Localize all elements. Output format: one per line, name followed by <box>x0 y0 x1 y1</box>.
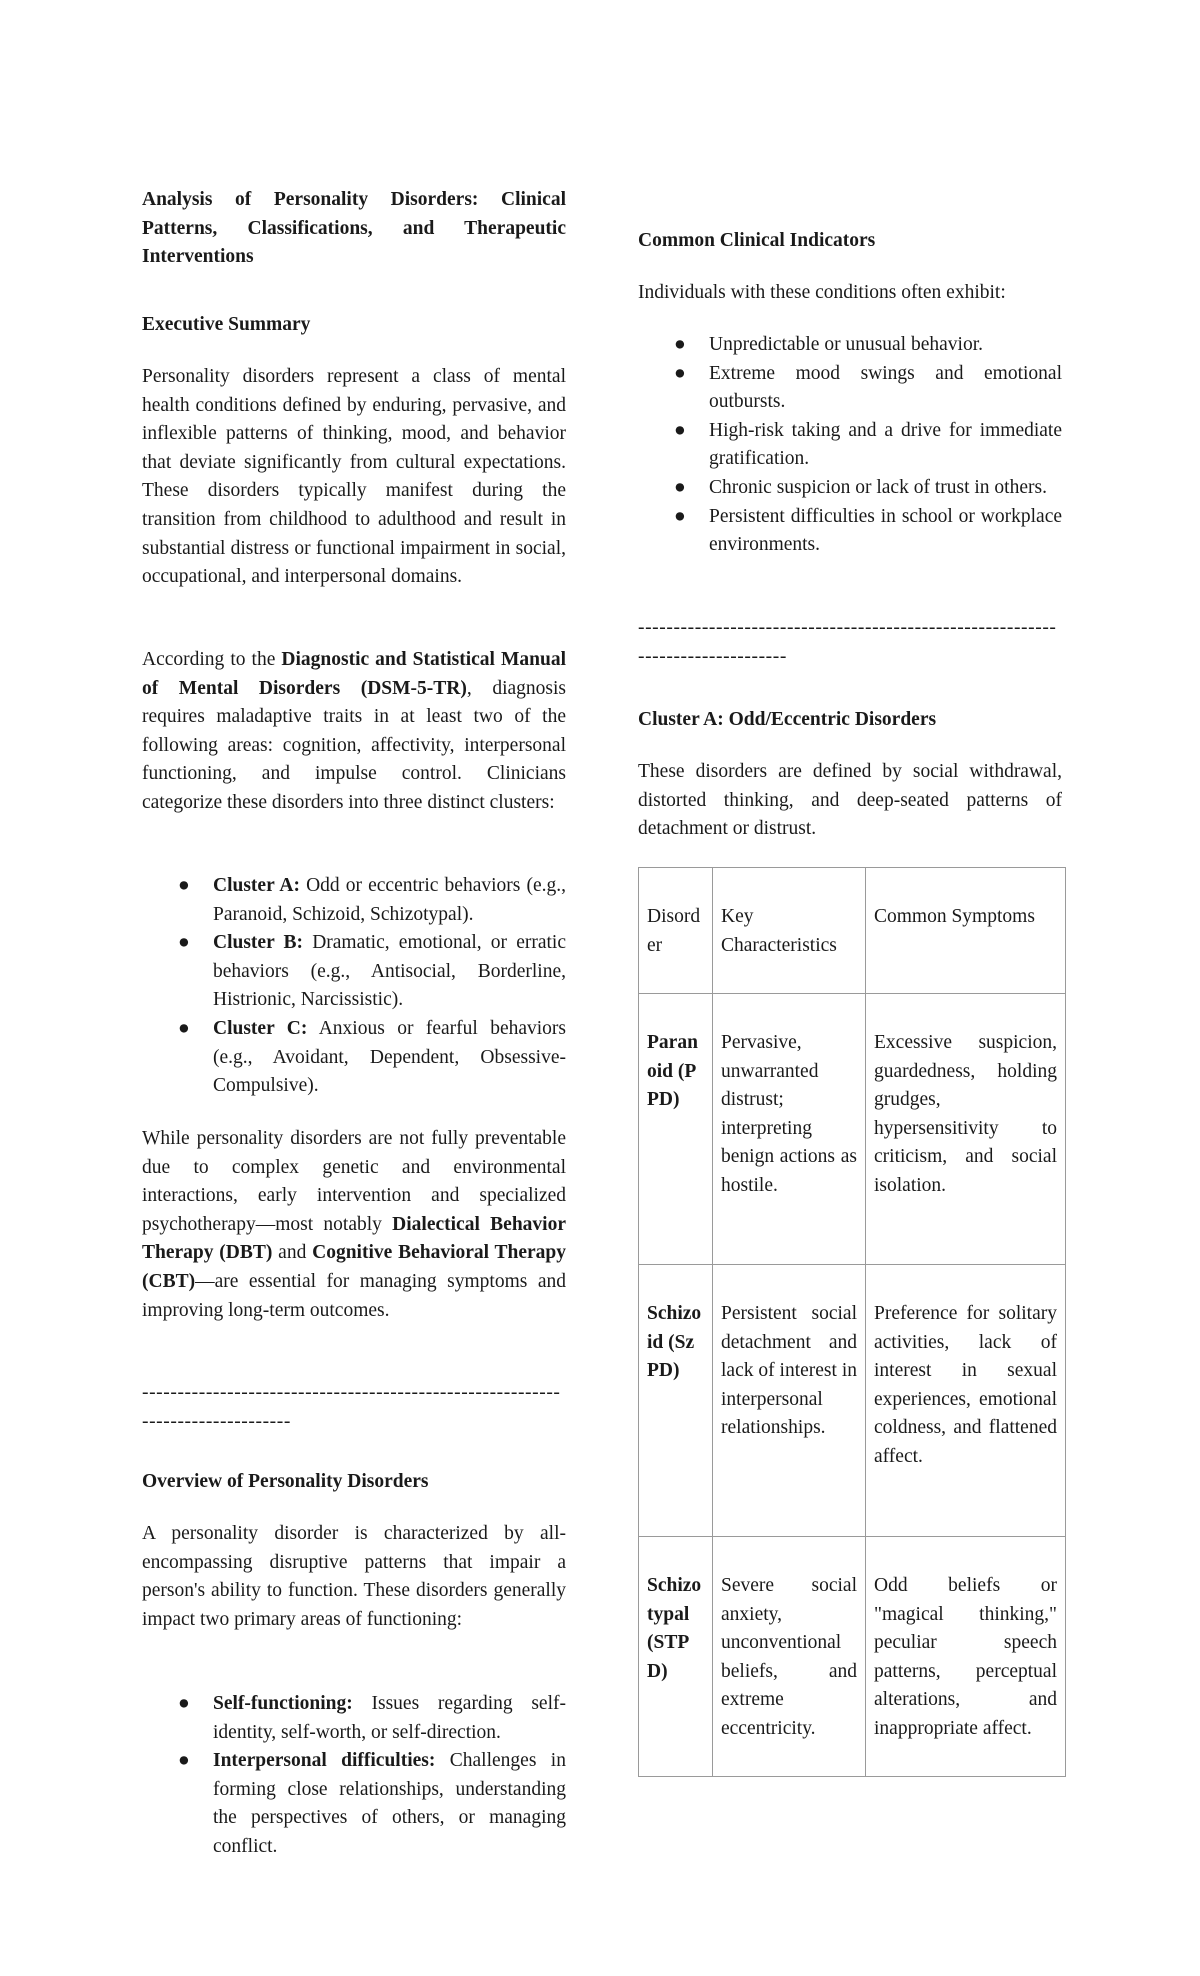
key-characteristics: Persistent social detachment and lack of interest in interpersonal relationships. <box>713 1265 866 1537</box>
cluster-a-table <box>638 867 1066 1777</box>
common-symptoms: Preference for solitary activities, lack of interest in sexual experiences, emotional coldness, and flattened affect. <box>866 1265 1066 1537</box>
indicator-text: Extreme mood swings and emotional outbursts. <box>709 362 1062 413</box>
list-item <box>142 1015 566 1101</box>
indicators-intro: Individuals with these conditions often exhibit: <box>638 282 1006 303</box>
bullet-icon: ● <box>674 505 686 527</box>
list-item <box>142 872 566 929</box>
dbt-term: Dialectical Behavior Therapy (DBT) <box>142 1213 566 1264</box>
cluster-a-intro: These disorders are defined by social withdrawal, distorted thinking, and deep-seated patterns of detachment or distrust. <box>638 761 1062 840</box>
list-item <box>638 360 1062 417</box>
area-label: Interpersonal difficulties: <box>213 1750 436 1772</box>
list-item <box>638 474 1062 503</box>
indicators-heading: Common Clinical Indicators <box>638 230 876 251</box>
list-item <box>142 1690 566 1747</box>
list-item <box>142 1747 566 1861</box>
area-text: Issues regarding self-identity, self-worth, or self-direction. <box>213 1693 566 1743</box>
bullet-icon: ● <box>178 1693 190 1714</box>
column-header: Disorder <box>639 868 713 994</box>
area-label: Self-functioning: <box>213 1693 353 1714</box>
section-divider: -------------------------------------------------------------------------------- <box>142 1382 561 1432</box>
indicator-text: Persistent difficulties in school or workplace environments. <box>709 505 1062 556</box>
table-row <box>639 1537 1066 1777</box>
disorder-name: Schizotypal (STPD) <box>639 1537 713 1777</box>
bullet-icon: ● <box>674 476 686 498</box>
list-item <box>638 331 1062 360</box>
cluster-text: Dramatic, emotional, or erratic behaviors (e.g., Antisocial, Borderline, Histrionic, Narcissistic). <box>213 932 566 1011</box>
overview-paragraph: A personality disorder is characterized by all-encompassing disruptive patterns that impair a person's ability to function. These disorders generally impact two primary areas of functioning: <box>142 1523 566 1630</box>
common-symptoms: Odd beliefs or "magical thinking," peculiar speech patterns, perceptual alterations, and inappropriate affect. <box>866 1537 1066 1777</box>
cluster-list <box>142 872 566 1101</box>
key-characteristics: Severe social anxiety, unconventional beliefs, and extreme eccentricity. <box>713 1537 866 1777</box>
table-row <box>639 1265 1066 1537</box>
column-header: Key Characteristics <box>713 868 866 994</box>
bullet-icon: ● <box>178 1750 190 1772</box>
bullet-icon: ● <box>674 362 686 384</box>
list-item <box>638 417 1062 474</box>
cbt-term: Cognitive Behavioral Therapy (CBT) <box>142 1242 567 1292</box>
overview-heading: Overview of Personality Disorders <box>142 1471 429 1492</box>
functioning-list <box>142 1690 566 1862</box>
cluster-text: Odd or eccentric behaviors (e.g., Paranoid, Schizoid, Schizotypal). <box>213 875 566 925</box>
therapy-paragraph-rest: —are essential for managing symptoms and improving long-term outcomes. <box>142 1270 566 1321</box>
disorder-name: Paranoid (PPD) <box>639 994 713 1265</box>
therapy-paragraph <box>142 1125 566 1325</box>
table-row <box>639 994 1066 1265</box>
indicator-text: Chronic suspicion or lack of trust in others. <box>709 476 1047 498</box>
indicator-text: High-risk taking and a drive for immediate gratification. <box>709 419 1062 470</box>
cluster-a-heading: Cluster A: Odd/Eccentric Disorders <box>638 709 937 730</box>
dsm-paragraph <box>142 646 566 818</box>
document-title: Analysis of Personality Disorders: Clinical Patterns, Classifications, and Therapeutic Interventions <box>142 189 566 268</box>
common-symptoms: Excessive suspicion, guardedness, holding grudges, hypersensitivity to criticism, and social isolation. <box>866 994 1066 1265</box>
section-divider: -------------------------------------------------------------------------------- <box>638 617 1057 667</box>
bullet-icon: ● <box>674 334 686 355</box>
bullet-icon: ● <box>178 932 190 954</box>
bullet-icon: ● <box>674 419 686 441</box>
bullet-icon: ● <box>178 1017 190 1039</box>
dsm-paragraph-lead: According to the <box>142 649 282 670</box>
cluster-label: Cluster B: <box>213 932 304 954</box>
indicators-list <box>638 331 1062 560</box>
table-header-row <box>639 868 1066 994</box>
dsm-reference: Diagnostic and Statistical Manual of Mental Disorders (DSM-5-TR) <box>142 649 567 699</box>
dsm-paragraph-rest: , diagnosis requires maladaptive traits in at least two of the following areas: cognition, affectivity, interpersonal functioning, and impulse control. Clinicians categorize these disorders into three distinct clusters: <box>142 677 566 813</box>
cluster-label: Cluster A: <box>213 875 300 896</box>
therapy-paragraph-lead: While personality disorders are not fully preventable due to complex genetic and environmental interactions, early intervention and specialized psychotherapy—most notably <box>142 1128 566 1235</box>
executive-summary-heading: Executive Summary <box>142 314 311 335</box>
conjunction: and <box>272 1242 313 1264</box>
area-text: Challenges in forming close relationships, understanding the perspectives of others, or managing conflict. <box>213 1750 566 1857</box>
list-item <box>142 929 566 1015</box>
list-item <box>638 503 1062 560</box>
executive-summary-paragraph: Personality disorders represent a class of mental health conditions defined by enduring, pervasive, and inflexible patterns of thinking, mood, and behavior that deviate significantly from cultural expectations. These disorders typically manifest during the transition from childhood to adulthood and result in substantial distress or functional impairment in social, occupational, and interpersonal domains. <box>142 366 566 588</box>
bullet-icon: ● <box>178 875 190 896</box>
cluster-label: Cluster C: <box>213 1017 308 1039</box>
cluster-text: Anxious or fearful behaviors (e.g., Avoidant, Dependent, Obsessive-Compulsive). <box>213 1017 567 1097</box>
column-header: Common Symptoms <box>866 868 1066 994</box>
disorder-name: Schizoid (SzPD) <box>639 1265 713 1537</box>
key-characteristics: Pervasive, unwarranted distrust; interpreting benign actions as hostile. <box>713 994 866 1265</box>
indicator-text: Unpredictable or unusual behavior. <box>709 334 983 355</box>
